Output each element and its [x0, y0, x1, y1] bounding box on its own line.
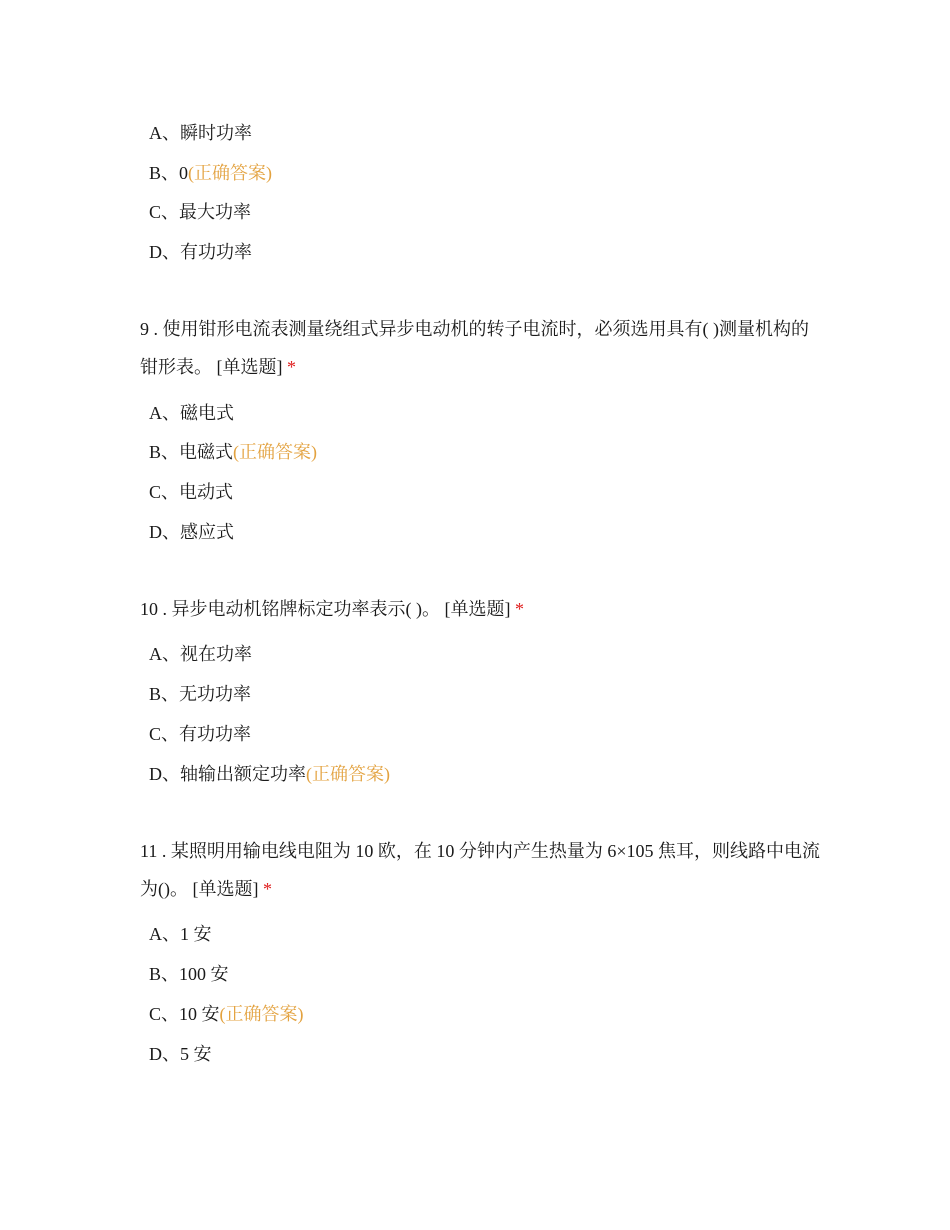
option-label: A、磁电式	[149, 403, 234, 423]
option-label: C、有功功率	[149, 724, 252, 744]
q8-option-c	[149, 199, 251, 225]
q9-option-c	[149, 479, 233, 505]
question-type: [单选题]	[444, 599, 511, 619]
option-label: B、无功功率	[149, 684, 252, 704]
question-text: 9 . 使用钳形电流表测量绕组式异步电动机的转子电流时，必须选用具有( )测量机构的钳形表。	[140, 319, 809, 377]
option-label: B、0	[149, 163, 189, 183]
q8-option-b	[149, 160, 272, 186]
required-mark: *	[287, 357, 296, 377]
option-label: A、瞬时功率	[149, 123, 252, 143]
q10-option-c	[149, 721, 251, 747]
option-label: C、10 安	[149, 1004, 220, 1024]
q8-option-a	[149, 120, 252, 146]
option-label: C、电动式	[149, 482, 234, 502]
q9-option-d	[149, 519, 234, 545]
q10-stem	[140, 590, 820, 628]
option-label: C、最大功率	[149, 202, 252, 222]
q10-option-b	[149, 681, 251, 707]
correct-answer-tag: (正确答案)	[219, 1004, 304, 1024]
q11-option-c	[149, 1001, 304, 1027]
option-label: A、视在功率	[149, 644, 252, 664]
option-label: A、1 安	[149, 924, 212, 944]
option-label: B、100 安	[149, 964, 229, 984]
option-label: B、电磁式	[149, 442, 234, 462]
q8-option-d	[149, 239, 252, 265]
option-label: D、5 安	[149, 1044, 212, 1064]
option-label: D、感应式	[149, 522, 234, 542]
q10-option-d	[149, 761, 390, 787]
correct-answer-tag: (正确答案)	[306, 764, 390, 784]
q11-option-b	[149, 961, 229, 987]
required-mark: *	[263, 879, 272, 899]
option-label: D、有功功率	[149, 242, 252, 262]
required-mark: *	[515, 599, 524, 619]
q11-option-d	[149, 1041, 212, 1067]
q10-option-a	[149, 641, 252, 667]
q9-option-a	[149, 400, 234, 426]
option-label: D、轴输出额定功率	[149, 764, 306, 784]
correct-answer-tag: (正确答案)	[188, 163, 273, 183]
correct-answer-tag: (正确答案)	[233, 442, 318, 462]
q9-option-b	[149, 439, 317, 465]
q9-stem	[140, 310, 820, 386]
question-text: 10 . 异步电动机铭牌标定功率表示( )。	[140, 599, 440, 619]
question-type: [单选题]	[192, 879, 259, 899]
q11-stem	[140, 832, 820, 908]
question-text: 11 . 某照明用输电线电阻为 10 欧，在 10 分钟内产生热量为 6×105 焦耳，则线路中电流为()。	[140, 841, 820, 899]
question-type: [单选题]	[216, 357, 283, 377]
q11-option-a	[149, 921, 212, 947]
